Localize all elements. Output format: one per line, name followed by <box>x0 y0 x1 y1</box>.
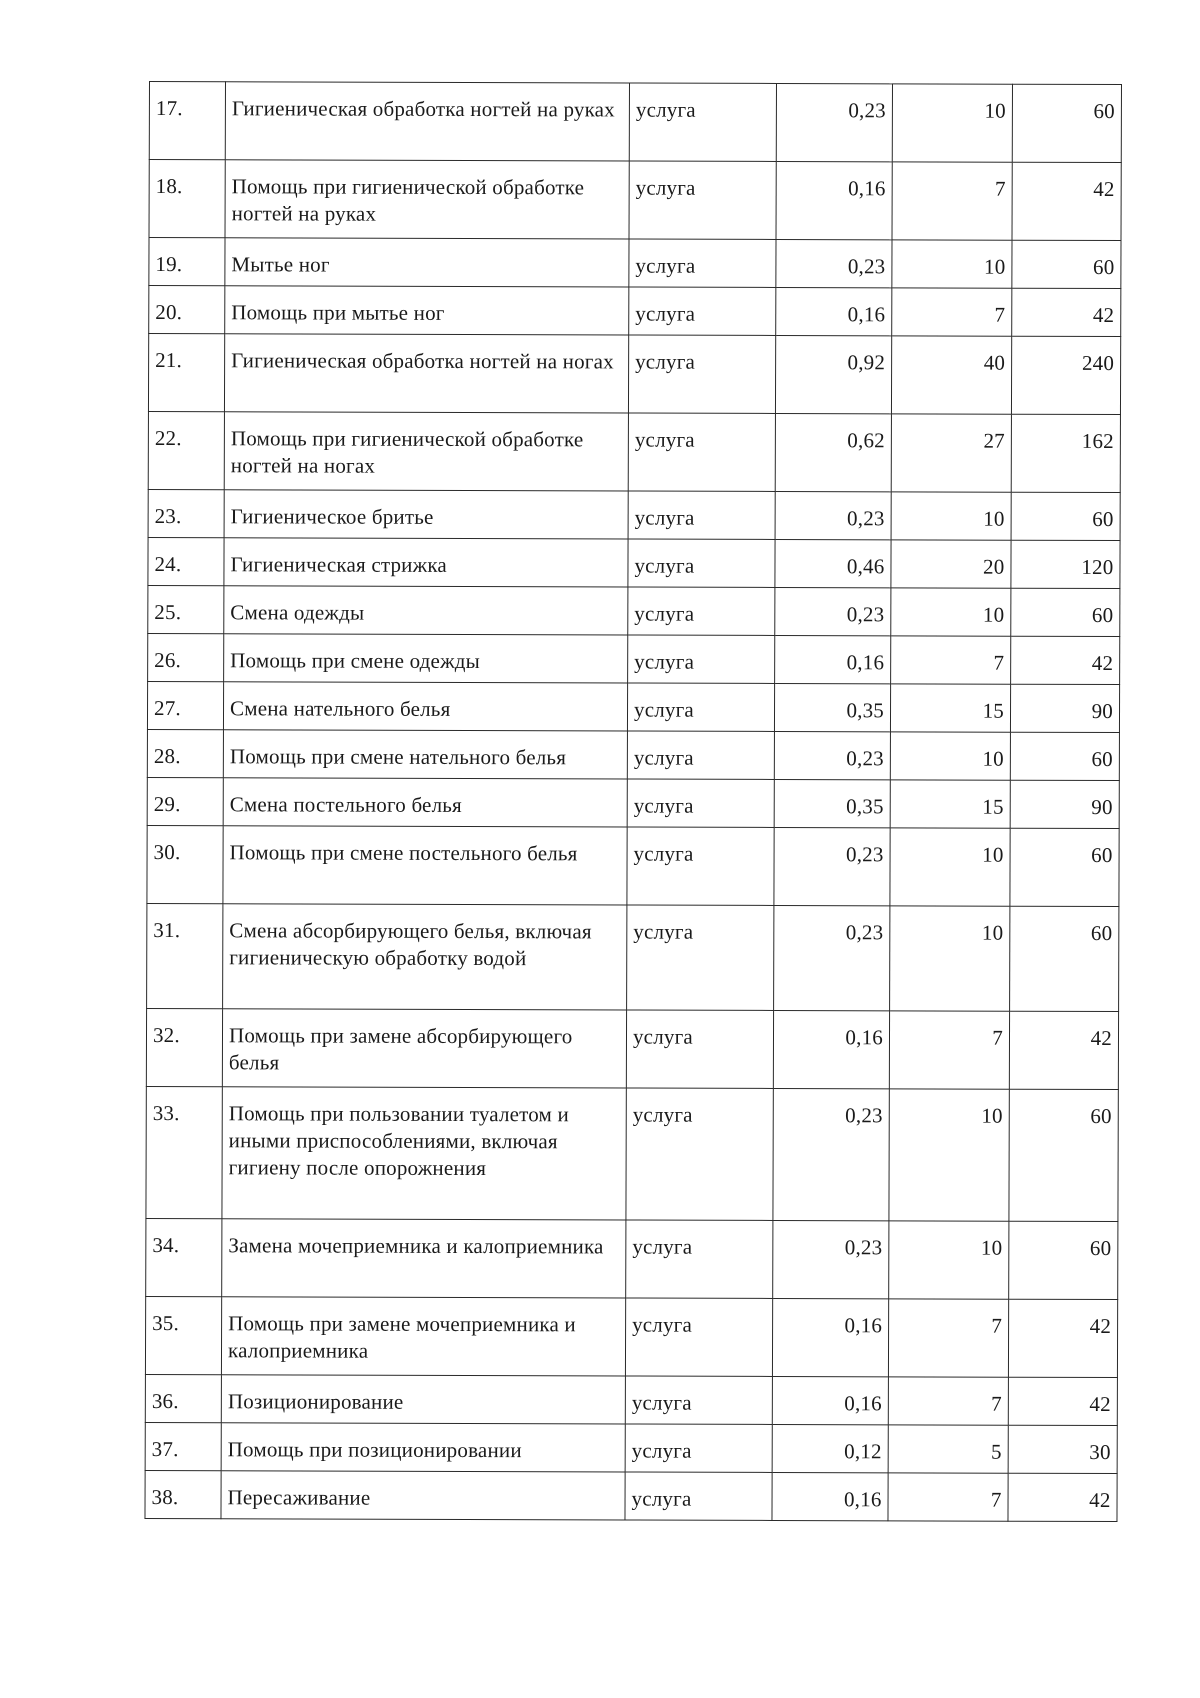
service-name: Смена одежды <box>224 586 628 635</box>
row-number: 28. <box>147 729 223 777</box>
service-name: Помощь при мытье ног <box>225 286 629 335</box>
table-row <box>148 537 1120 588</box>
row-number: 22. <box>148 411 224 489</box>
row-number: 30. <box>147 825 223 903</box>
service-name: Помощь при смене нательного белья <box>223 730 627 779</box>
services-table <box>144 81 1122 1522</box>
row-number: 29. <box>147 777 223 825</box>
service-name: Мытье ног <box>225 238 629 287</box>
table-row <box>149 286 1121 337</box>
coefficient-cell: 0,35 <box>774 683 890 731</box>
coefficient-cell: 0,16 <box>773 1010 889 1088</box>
coefficient-cell: 0,23 <box>776 239 892 287</box>
coefficient-cell: 0,23 <box>774 905 890 1010</box>
unit-cell: услуга <box>626 1088 773 1220</box>
service-name: Смена постельного белья <box>223 778 627 827</box>
row-number: 21. <box>148 334 224 412</box>
minutes-cell: 10 <box>892 240 1012 288</box>
service-name: Гигиеническая стрижка <box>224 538 628 587</box>
price-cell: 60 <box>1010 906 1119 1011</box>
table-row <box>148 585 1120 636</box>
price-cell: 60 <box>1011 492 1120 540</box>
unit-cell: услуга <box>628 635 775 683</box>
table-row <box>147 825 1119 906</box>
coefficient-cell: 0,46 <box>775 539 891 587</box>
coefficient-cell: 0,62 <box>775 413 891 491</box>
unit-cell: услуга <box>629 239 776 287</box>
price-cell: 42 <box>1008 1473 1117 1521</box>
service-name: Замена мочеприемника и калоприемника <box>222 1219 626 1298</box>
minutes-cell: 27 <box>891 414 1011 492</box>
price-cell: 120 <box>1011 540 1120 588</box>
service-name: Гигиеническое бритье <box>224 490 628 539</box>
minutes-cell: 10 <box>890 828 1010 906</box>
row-number: 35. <box>145 1296 221 1374</box>
table-row <box>145 1296 1117 1377</box>
price-cell: 42 <box>1012 162 1121 240</box>
row-number: 18. <box>149 160 225 238</box>
coefficient-cell: 0,23 <box>773 1088 889 1220</box>
row-number: 32. <box>146 1008 222 1086</box>
minutes-cell: 7 <box>888 1377 1008 1425</box>
row-number: 24. <box>148 537 224 585</box>
row-number: 37. <box>145 1422 221 1470</box>
unit-cell: услуга <box>629 161 776 239</box>
price-cell: 30 <box>1008 1425 1117 1473</box>
price-cell: 42 <box>1008 1377 1117 1425</box>
unit-cell: услуга <box>627 905 774 1010</box>
price-cell: 60 <box>1009 1221 1118 1299</box>
coefficient-cell: 0,23 <box>773 1220 889 1298</box>
price-cell: 42 <box>1008 1299 1117 1377</box>
coefficient-cell: 0,23 <box>775 491 891 539</box>
unit-cell: услуга <box>627 683 774 731</box>
coefficient-cell: 0,23 <box>776 83 892 161</box>
unit-cell: услуга <box>625 1424 772 1472</box>
price-cell: 60 <box>1012 84 1121 162</box>
row-number: 33. <box>146 1086 222 1218</box>
minutes-cell: 20 <box>891 540 1011 588</box>
price-cell: 60 <box>1010 828 1119 906</box>
service-name: Гигиеническая обработка ногтей на руках <box>225 82 629 161</box>
table-row <box>145 1374 1117 1425</box>
price-cell: 42 <box>1011 636 1120 684</box>
coefficient-cell: 0,23 <box>774 827 890 905</box>
table-row <box>146 1008 1118 1089</box>
minutes-cell: 15 <box>890 780 1010 828</box>
minutes-cell: 15 <box>890 684 1010 732</box>
coefficient-cell: 0,23 <box>774 731 890 779</box>
coefficient-cell: 0,16 <box>775 635 891 683</box>
minutes-cell: 7 <box>891 636 1011 684</box>
table-row <box>148 411 1120 492</box>
price-cell: 162 <box>1011 414 1120 492</box>
minutes-cell: 7 <box>888 1473 1008 1521</box>
price-cell: 60 <box>1011 588 1120 636</box>
table-row <box>147 903 1119 1011</box>
coefficient-cell: 0,35 <box>774 779 890 827</box>
unit-cell: услуга <box>629 83 776 161</box>
minutes-cell: 7 <box>892 288 1012 336</box>
minutes-cell: 10 <box>892 84 1012 162</box>
row-number: 19. <box>149 238 225 286</box>
service-name: Смена абсорбирующего белья, включая гигиеническую обработку водой <box>223 904 627 1010</box>
unit-cell: услуга <box>628 491 775 539</box>
price-cell: 90 <box>1010 780 1119 828</box>
minutes-cell: 10 <box>890 732 1010 780</box>
table-row <box>148 489 1120 540</box>
table-row <box>149 82 1121 163</box>
coefficient-cell: 0,92 <box>775 335 891 413</box>
row-number: 20. <box>149 286 225 334</box>
row-number: 38. <box>145 1470 221 1518</box>
price-cell: 90 <box>1010 684 1119 732</box>
table-row <box>145 1422 1117 1473</box>
minutes-cell: 10 <box>891 492 1011 540</box>
unit-cell: услуга <box>625 1472 772 1520</box>
price-cell: 60 <box>1009 1089 1118 1221</box>
minutes-cell: 10 <box>889 1089 1009 1221</box>
unit-cell: услуга <box>626 1010 773 1088</box>
table-row <box>146 1218 1118 1299</box>
table-row <box>146 1086 1118 1221</box>
unit-cell: услуга <box>628 335 775 413</box>
price-cell: 60 <box>1010 732 1119 780</box>
service-name: Помощь при смене одежды <box>224 634 628 683</box>
coefficient-cell: 0,16 <box>772 1298 888 1376</box>
table-row <box>149 238 1121 289</box>
coefficient-cell: 0,12 <box>772 1424 888 1472</box>
unit-cell: услуга <box>628 413 775 491</box>
minutes-cell: 5 <box>888 1425 1008 1473</box>
minutes-cell: 7 <box>892 162 1012 240</box>
price-cell: 240 <box>1011 336 1120 414</box>
service-name: Помощь при гигиенической обработке ногтей на руках <box>225 160 629 239</box>
row-number: 31. <box>147 903 223 1008</box>
service-name: Помощь при замене мочеприемника и калоприемника <box>221 1297 625 1376</box>
minutes-cell: 7 <box>888 1299 1008 1377</box>
unit-cell: услуга <box>625 1376 772 1424</box>
unit-cell: услуга <box>627 731 774 779</box>
unit-cell: услуга <box>628 539 775 587</box>
coefficient-cell: 0,23 <box>775 587 891 635</box>
row-number: 23. <box>148 489 224 537</box>
unit-cell: услуга <box>626 1220 773 1298</box>
table-row <box>147 777 1119 828</box>
service-name: Позиционирование <box>221 1375 625 1424</box>
unit-cell: услуга <box>629 287 776 335</box>
service-name: Помощь при позиционировании <box>221 1423 625 1472</box>
unit-cell: услуга <box>625 1298 772 1376</box>
price-cell: 42 <box>1009 1011 1118 1089</box>
coefficient-cell: 0,16 <box>772 1472 888 1520</box>
service-name: Гигиеническая обработка ногтей на ногах <box>224 334 628 413</box>
row-number: 34. <box>146 1218 222 1296</box>
unit-cell: услуга <box>627 779 774 827</box>
row-number: 36. <box>145 1374 221 1422</box>
minutes-cell: 10 <box>891 588 1011 636</box>
price-cell: 42 <box>1012 288 1121 336</box>
service-name: Помощь при смене постельного белья <box>223 826 627 905</box>
minutes-cell: 10 <box>890 906 1010 1011</box>
price-cell: 60 <box>1012 240 1121 288</box>
service-name: Пересаживание <box>221 1471 625 1520</box>
row-number: 25. <box>148 585 224 633</box>
minutes-cell: 10 <box>889 1221 1009 1299</box>
service-name: Помощь при пользовании туалетом и иными приспособлениями, включая гигиену после опорожнения <box>222 1087 626 1220</box>
table-row <box>148 633 1120 684</box>
coefficient-cell: 0,16 <box>776 161 892 239</box>
service-name: Помощь при гигиенической обработке ногтей на ногах <box>224 412 628 491</box>
unit-cell: услуга <box>628 587 775 635</box>
service-name: Помощь при замене абсорбирующего белья <box>222 1009 626 1088</box>
row-number: 17. <box>149 82 225 160</box>
row-number: 27. <box>147 681 223 729</box>
service-name: Смена нательного белья <box>223 682 627 731</box>
table-row <box>147 681 1119 732</box>
table-row <box>148 334 1120 415</box>
row-number: 26. <box>148 633 224 681</box>
table-row <box>145 1470 1117 1521</box>
minutes-cell: 7 <box>889 1011 1009 1089</box>
table-row <box>147 729 1119 780</box>
unit-cell: услуга <box>627 827 774 905</box>
table-row <box>149 160 1121 241</box>
minutes-cell: 40 <box>891 336 1011 414</box>
coefficient-cell: 0,16 <box>772 1376 888 1424</box>
coefficient-cell: 0,16 <box>776 287 892 335</box>
